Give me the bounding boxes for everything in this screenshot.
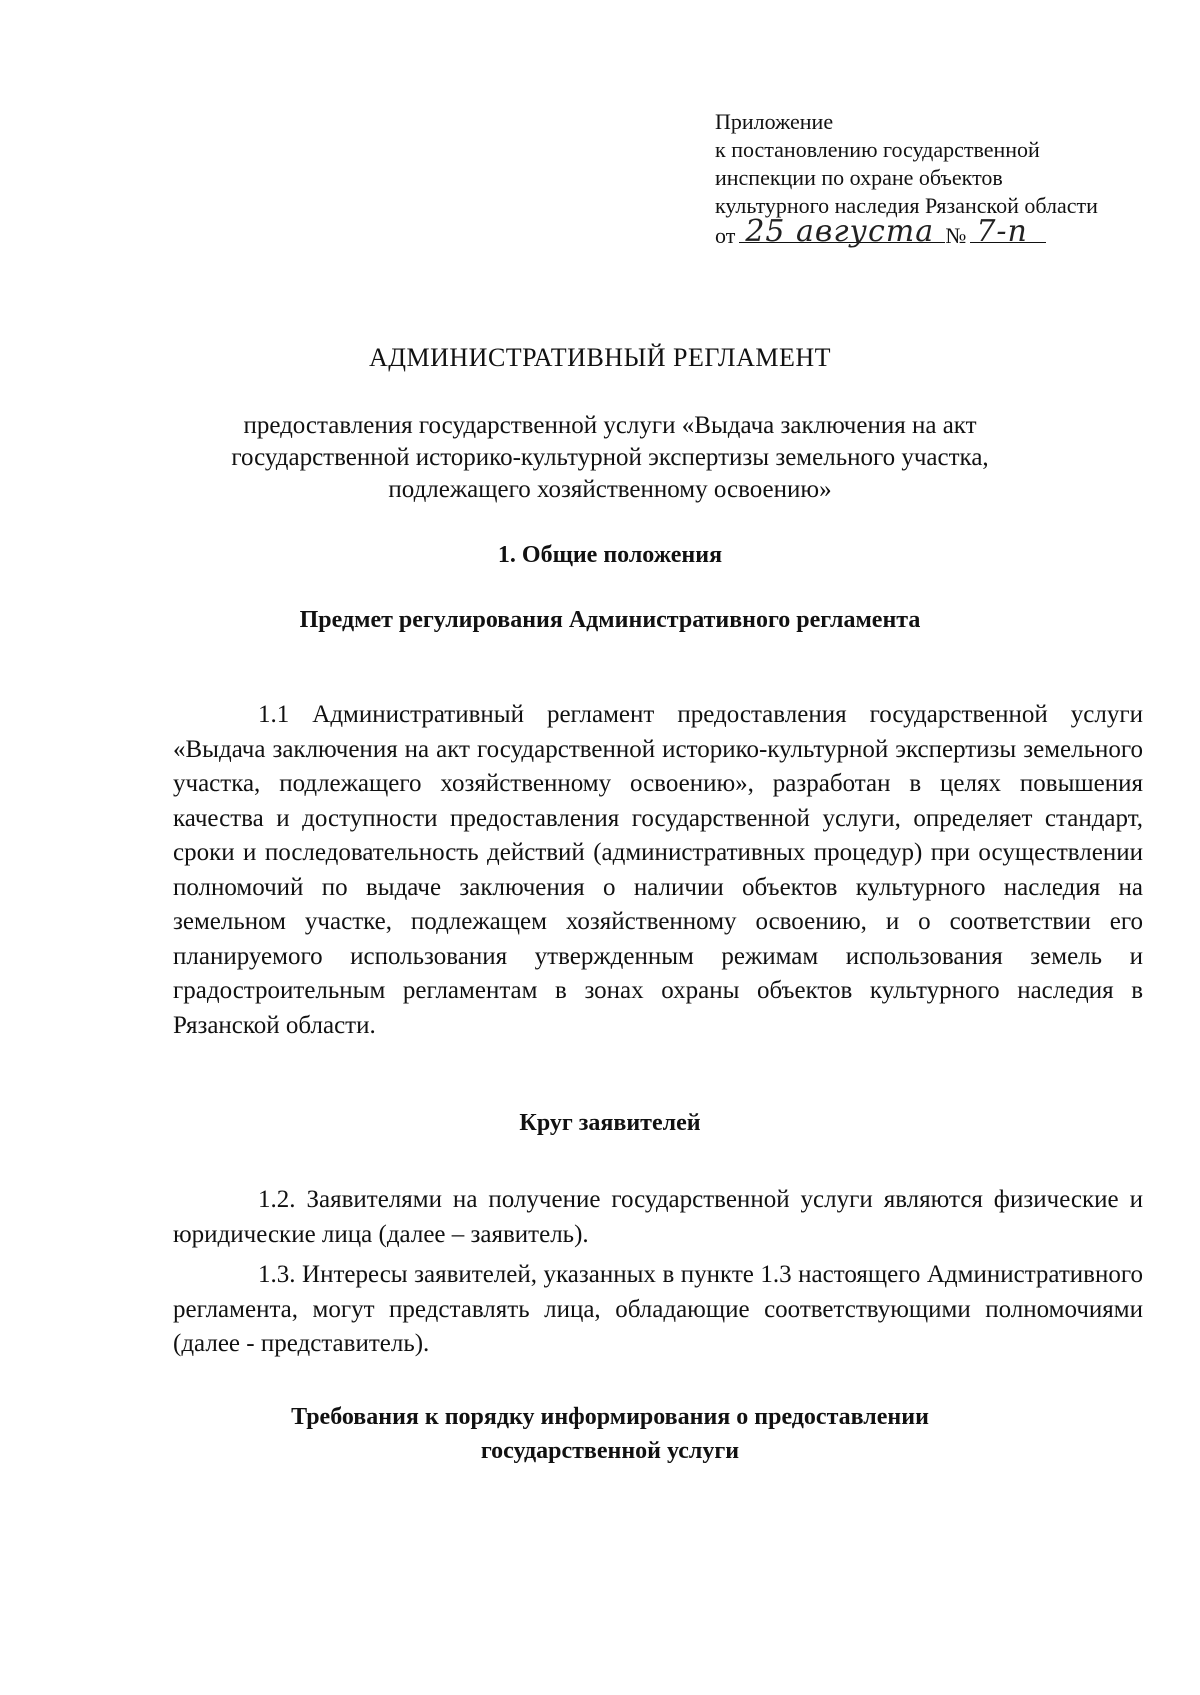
section-subheading-subject: Предмет регулирования Административного регламента [299,607,921,633]
section-heading-general: 1. Общие положения [497,542,723,568]
section-heading-applicants: Круг заявителей [519,1110,701,1136]
requirements-heading-line-2: государственной услуги [480,1438,740,1464]
subtitle-line-1: предоставления государственной услуги «Выдача заключения на акт [243,412,977,439]
paragraph-1-1: 1.1 Административный регламент предоставления государственной услуги «Выдача заключения на акт государственной историко-культурной экспертизы земельного участка, подлежащего хозяйственному освоению», разработан в целях повышения качества и доступности предоставления государственной услуги, определяет стандарт, сроки и последовательность действий (административных процедур) при осуществлении полномочий по выдаче заключения о наличии объектов культурного наследия на земельном участке, подлежащем хозяйственному освоению, и о соответствии его планируемого использования утвержденным режимам использования земель и градостроительным регламентам в зонах охраны объектов культурного наследия в Рязанской области. [173,701,1143,1039]
appendix-block [715,108,1185,250]
handwritten-number: 7-п [976,214,1028,249]
paragraph-1-3: 1.3. Интересы заявителей, указанных в пункте 1.3 настоящего Административного регламента, могут представлять лица, обладающие соответствующими полномочиями (далее - представитель). [173,1261,1143,1357]
section-heading-requirements [160,1400,1060,1468]
document-subtitle [160,410,1060,506]
requirements-heading-line-1: Требования к порядку информирования о предоставлении [291,1404,929,1430]
number-field [970,214,1046,249]
appendix-line-3: инспекции по охране объектов [715,165,1003,190]
paragraph-1-2: 1.2. Заявителями на получение государственной услуги являются физические и юридические лица (далее – заявитель). [173,1186,1143,1248]
appendix-line-1: Приложение [715,109,834,134]
appendix-line-2: к постановлению государственной [715,137,1040,162]
number-label: № [945,223,967,248]
subtitle-line-2: государственной историко-культурной экспертизы земельного участка, [231,444,989,471]
date-field [739,214,945,249]
from-label: от [715,223,736,248]
appendix-date-number-line [715,214,1185,250]
handwritten-date: 25 августа [745,214,935,249]
document-title: АДМИНИСТРАТИВНЫЙ РЕГЛАМЕНТ [368,343,832,372]
appendix-line-4: культурного наследия Рязанской области [715,193,1098,218]
subtitle-line-3: подлежащего хозяйственному освоению» [388,476,832,503]
